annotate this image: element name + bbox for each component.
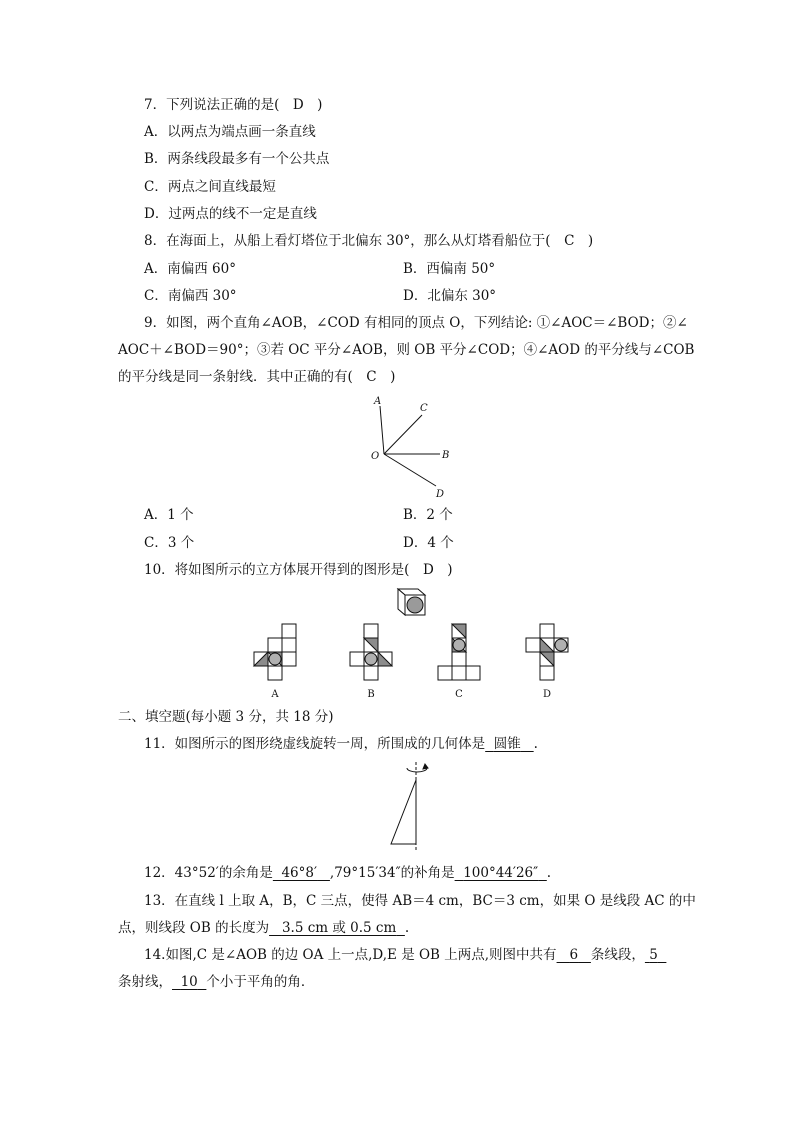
triangle [391,780,416,844]
net-label-d: D [542,689,552,700]
q14-answer-1: 6 [569,947,579,963]
q11-prefix: 11．如图所示的图形绕虚线旋转一周，所围成的几何体是 [144,736,486,752]
net-label-b: B [367,689,375,700]
q10-nets-figure [250,622,570,702]
label-d: D [436,489,445,500]
ray-oc [384,415,422,454]
net-label-c: C [455,689,463,700]
label-a: A [374,396,382,407]
q14-answer-2: 5 [649,947,658,963]
ray-od [384,454,436,486]
net-b [350,624,392,680]
q9-option-d: D．4 个 [403,535,454,551]
q9-option-c: C．3 个 [144,535,195,551]
q9-angle-figure [360,388,470,503]
ray-oa [380,406,384,454]
q11-rotation-figure [385,758,435,853]
label-c: C [420,403,428,414]
net-c [438,624,480,680]
q12-answer-2: 100°44′26″ [463,865,539,881]
q8-option-d: D．北偏东 30° [403,288,497,304]
q8-option-c: C．南偏西 30° [144,288,237,304]
q14-answer-3: 10 [180,974,198,990]
q9-option-b: B．2 个 [403,507,453,523]
q13-answer: 3.5 cm 或 0.5 cm [281,920,397,936]
net-label-a: A [271,689,279,700]
label-o: O [371,451,380,462]
net-a [254,624,296,680]
label-b: B [442,450,450,461]
net-d [526,624,568,680]
q9-option-a: A．1 个 [144,507,194,523]
q8-option-a: A．南偏西 60° [144,261,236,277]
q8-option-b: B．西偏南 50° [403,261,496,277]
q10-cube-figure [395,586,429,620]
q12-answer-1: 46°8′ [281,865,318,881]
q11-answer: 圆锥 [493,736,521,752]
